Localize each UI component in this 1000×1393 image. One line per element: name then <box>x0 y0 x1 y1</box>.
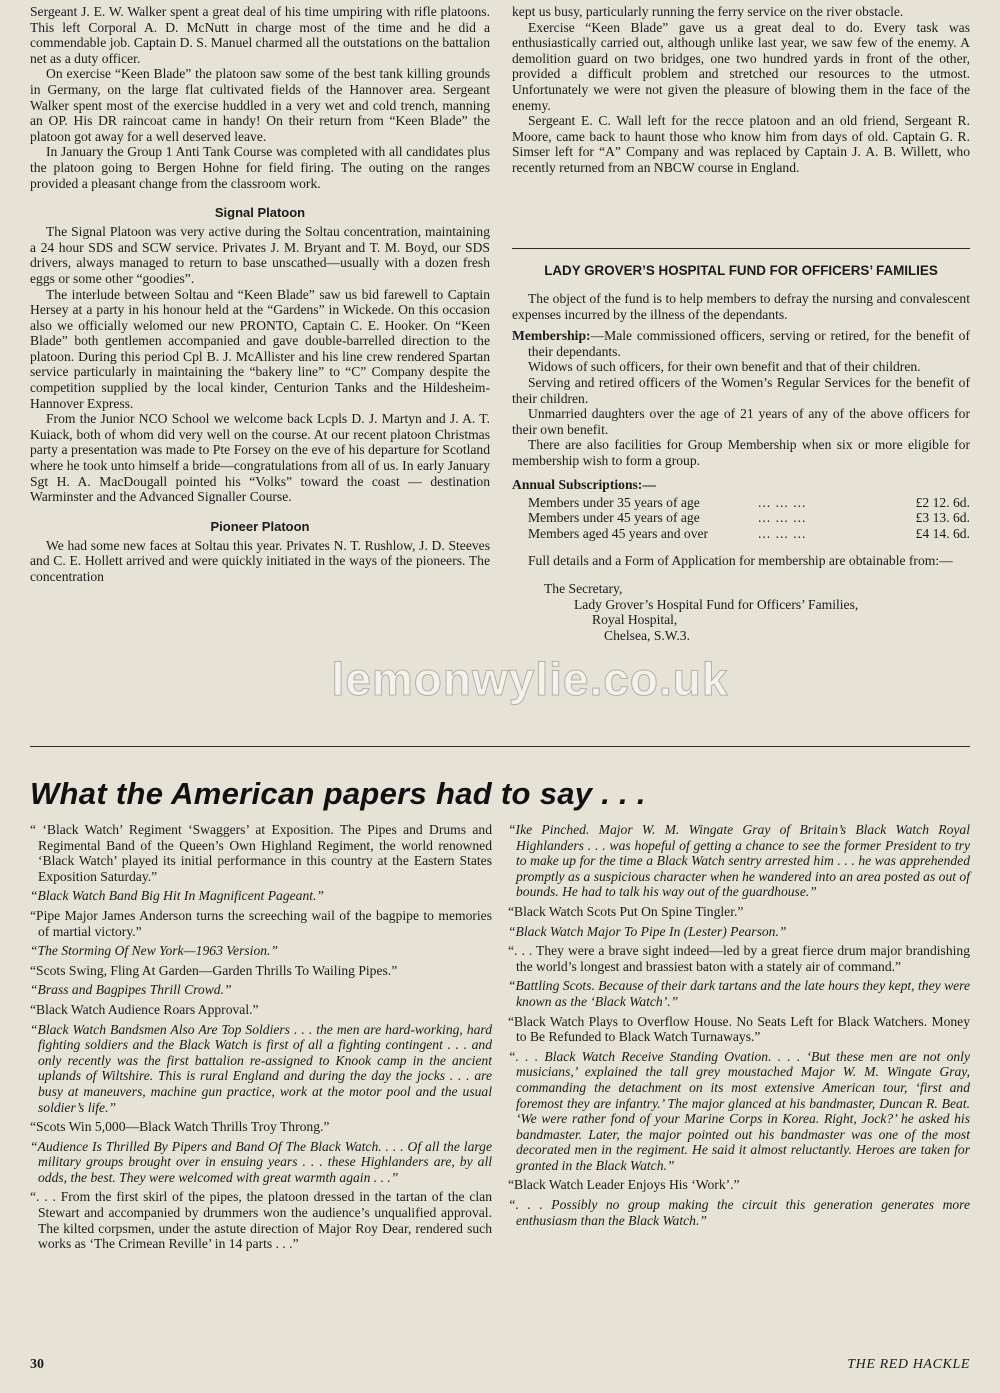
press-quote: “. . . Possibly no group making the circuit this generation generates more enthusiasm than the Black Watch.” <box>508 1197 970 1228</box>
subscription-amount: £2 12. 6d. <box>915 494 970 510</box>
press-quote: “Scots Swing, Fling At Garden—Garden Thrills To Wailing Pipes.” <box>30 962 398 978</box>
press-quote: “Battling Scots. Because of their dark tartans and the late hours they kept, they were known as the ‘Black Watch’.” <box>508 978 970 1009</box>
subscription-dots: ... ... ... <box>758 494 807 510</box>
press-quote: “Black Watch Leader Enjoys His ‘Work’.” <box>508 1177 740 1193</box>
top-left-column <box>30 4 490 585</box>
body-paragraph: Exercise “Keen Blade” gave us a great deal to do. Every task was enthusiastically carried out, although unlike last year, we saw few of the enemy. A demolition guard on two bridges, one two hundred yards in front of the other, provided a difficult problem and stretched our resources to the utmost. Unfortunately we were not given the pleasure of blowing them in the face of the enemy. <box>512 19 970 113</box>
subscription-amount: £4 14. 6d. <box>915 525 970 541</box>
press-quote: “Audience Is Thrilled By Pipers and Band Of The Black Watch. . . . Of all the large military groups brought over in ensuing years . . . these Highlanders are, by all odds, the best. They were welcomed with great warmth again . . .” <box>30 1138 492 1185</box>
membership-item: There are also facilities for Group Membership when six or more eligible for membership wish to form a group. <box>512 437 970 468</box>
address-line: Lady Grover’s Hospital Fund for Officers’ Families, <box>574 596 859 612</box>
hospital-fund-notice <box>512 262 970 643</box>
subscription-row <box>512 510 970 526</box>
press-quote: “Ike Pinched. Major W. M. Wingate Gray of Britain’s Black Watch Royal Highlanders . . . was hopeful of getting a chance to see the former President to try to make up for the time a Black Watch sentry arrested him . . . he was apprehended promptly as a suspicious character when he wandered into an area posted as out of bounds. He had to talk his way out of the guardhouse.” <box>508 822 970 900</box>
press-quote: “. . . They were a brave sight indeed—led by a great fierce drum major brandishing the world’s longest and brassiest baton with a stately air of command.” <box>508 943 970 974</box>
press-quote: “Black Watch Scots Put On Spine Tingler.” <box>508 903 744 919</box>
subscription-label: Members under 35 years of age <box>528 494 700 510</box>
subscriptions-heading: Annual Subscriptions:— <box>512 476 656 492</box>
signal-platoon-heading: Signal Platoon <box>214 205 306 221</box>
body-paragraph: In January the Group 1 Anti Tank Course was completed with all candidates plus the platoon going to Bergen Hohne for field firing. The outing on the ranges provided a pleasant change from the classroom work. <box>30 144 490 191</box>
secretary-address <box>512 581 970 643</box>
subscription-label: Members aged 45 years and over <box>528 525 709 541</box>
press-quote: “Black Watch Band Big Hit In Magnificent Pageant.” <box>30 888 324 904</box>
pioneer-platoon-heading: Pioneer Platoon <box>210 518 310 534</box>
subscription-row <box>512 495 970 511</box>
membership-text: —Male commissioned officers, serving or retired, for the benefit of their dependants. <box>528 328 970 359</box>
subscription-dots: ... ... ... <box>758 510 807 526</box>
body-paragraph: Sergeant J. E. W. Walker spent a great deal of his time umpiring with rifle platoons. This left Corporal A. D. McNutt in charge most of the time and he did a commendable job. Captain D. S. Manuel charmed all the outstations on the battalion net as a duty officer. <box>30 4 490 66</box>
article-headline: What the American papers had to say . . . <box>30 776 646 811</box>
address-line: Chelsea, S.W.3. <box>604 627 690 643</box>
body-paragraph: The interlude between Soltau and “Keen Blade” saw us bid farewell to Captain Hersey at a party in his honour held at the “Gardens” in Wickede. On this occasion also we officially welomed our new PRONTO, Captain C. E. Hooker. On “Keen Blade” both gentlemen accompanied and gave double-barrelled direction to the platoon. During this period Cpl B. J. McAllister and his line crew rendered Spartan service particularly in maintaining the “bakery line” to “C” Company despite the competition supplied by the local kinder, Centurion Tanks and the Hildesheim-Hannover Express. <box>30 286 490 411</box>
subscription-label: Members under 45 years of age <box>528 510 700 526</box>
press-quote: “Brass and Bagpipes Thrill Crowd.” <box>30 982 232 998</box>
page-number: 30 <box>30 1357 44 1372</box>
press-quote: “Scots Win 5,000—Black Watch Thrills Troy Throng.” <box>30 1119 330 1135</box>
quotes-left-column <box>30 822 492 1256</box>
press-quote: “. . . Black Watch Receive Standing Ovation. . . . ‘But these men are not only musicians,’ explained the tall grey moustached Major W. M. Wingate Gray, commanding the detachment on its most extensive American tour, ‘first and foremost they are infantry.’ The major glanced at his bandmaster, Duncan R. Beat. ‘We were rather fond of your Marine Corps in Korea. Right, Jock?’ he asked his bandmaster. Later, the major pointed out his bandmaster was one of the most decorated men in the regiment. He said it almost reluctantly. Heroes are taken for granted in the Black Watch.” <box>508 1048 970 1173</box>
fund-title: LADY GROVER’S HOSPITAL FUND FOR OFFICERS’ FAMILIES <box>544 263 938 278</box>
body-paragraph: Sergeant E. C. Wall left for the recce platoon and an old friend, Sergeant R. Moore, came back to haunt those who know him from days of old. Captain G. R. Simser left for “A” Company and was replaced by Captain J. A. B. Willett, who recently returned from an NBCW course in England. <box>512 113 970 175</box>
press-quote: “Black Watch Major To Pipe In (Lester) Pearson.” <box>508 923 787 939</box>
subscription-dots: ... ... ... <box>758 525 807 541</box>
fund-details: Full details and a Form of Application for membership are obtainable from:— <box>528 553 953 569</box>
publication-title: THE RED HACKLE <box>847 1357 970 1372</box>
address-line: The Secretary, <box>544 580 623 596</box>
body-paragraph: The Signal Platoon was very active during the Soltau concentration, maintaining a 24 hour SDS and SCW service. Privates J. M. Bryant and T. M. Boyd, our SDS drivers, always managed to return to base unscathed—usually with a dozen fresh eggs or some other “goodies”. <box>30 224 490 286</box>
membership-item: Widows of such officers, for their own benefit and that of their children. <box>528 359 921 375</box>
body-paragraph: We had some new faces at Soltau this year. Privates N. T. Rushlow, J. D. Steeves and C. E. Hollett arrived and were quickly initiated in the ways of the pioneers. The concentration <box>30 537 490 584</box>
press-quote: “Black Watch Bandsmen Also Are Top Soldiers . . . the men are hard-working, hard fighting soldiers and the Black Watch is first of all a fighting contingent . . . and only recently was the first battalion re-assigned to Knook camp in the ancient uplands of Wiltshire. This is rural England and during the day the jocks . . . are busy at maneuvers, machine gun practice, work at the motor pool and the usual soldier’s life.” <box>30 1021 492 1115</box>
fund-intro: The object of the fund is to help members to defray the nursing and convalescent expenses incurred by the illness of the dependants. <box>512 291 970 322</box>
body-paragraph: On exercise “Keen Blade” the platoon saw some of the best tank killing grounds in Germany, on the large flat cultivated fields of the Hannover area. Sergeant Walker spent most of the exercise huddled in a very wet and cold trench, manning an OP. His DR raincoat came in handy! On their return from “Keen Blade” the platoon got away for a well deserved leave. <box>30 66 490 144</box>
body-paragraph: From the Junior NCO School we welcome back Lcpls D. J. Martyn and J. A. T. Kuiack, both of whom did very well on the course. At our recent platoon Christmas party a presentation was made to Pte Forsey on the eve of his departure for Scotland where he took unto himself a bride—congratulations from all of us. In early January Sgt H. A. MacDougall pointed his “Volks” toward the coast — destination Warminster and the Advanced Signaller Course. <box>30 411 490 505</box>
press-quote: “. . . From the first skirl of the pipes, the platoon dressed in the tartan of the clan Stewart and accompanied by drummers won the audience’s unqualified approval. The kilted corpsmen, under the astute direction of Major Roy Dear, rendered such works as ‘The Crimean Reville’ in 14 parts . . .” <box>30 1189 492 1252</box>
press-quote: “ ‘Black Watch’ Regiment ‘Swaggers’ at Exposition. The Pipes and Drums and Regimental Band of the Queen’s Own Highland Regiment, the world renowned ‘Black Watch’ played its initial performance in this country at the Eastern States Exposition Saturday.” <box>30 822 492 884</box>
subscription-row <box>512 526 970 542</box>
membership-item: Unmarried daughters over the age of 21 years of any of the above officers for their own benefit. <box>512 406 970 437</box>
subscription-amount: £3 13. 6d. <box>915 510 970 526</box>
address-line: Royal Hospital, <box>592 612 678 628</box>
top-right-column <box>512 4 970 176</box>
membership-item: Serving and retired officers of the Women’s Regular Services for the benefit of their children. <box>512 374 970 406</box>
press-quote: “Black Watch Audience Roars Approval.” <box>30 1001 259 1017</box>
body-paragraph: kept us busy, particularly running the ferry service on the river obstacle. <box>512 4 904 19</box>
column-divider-rule <box>512 248 970 249</box>
press-quote: “The Storming Of New York—1963 Version.” <box>30 943 278 959</box>
membership-paragraph <box>512 328 970 359</box>
quotes-right-column <box>508 822 970 1232</box>
section-divider-rule <box>30 746 970 747</box>
membership-label: Membership: <box>512 328 591 344</box>
press-quote: “Black Watch Plays to Overflow House. No Seats Left for Black Watchers. Money to Be Refunded to Black Watch Turnaways.” <box>508 1013 970 1045</box>
press-quote: “Pipe Major James Anderson turns the screeching wail of the bagpipe to memories of martial victory.” <box>30 907 492 939</box>
watermark-text: lemonwylie.co.uk <box>331 653 729 705</box>
